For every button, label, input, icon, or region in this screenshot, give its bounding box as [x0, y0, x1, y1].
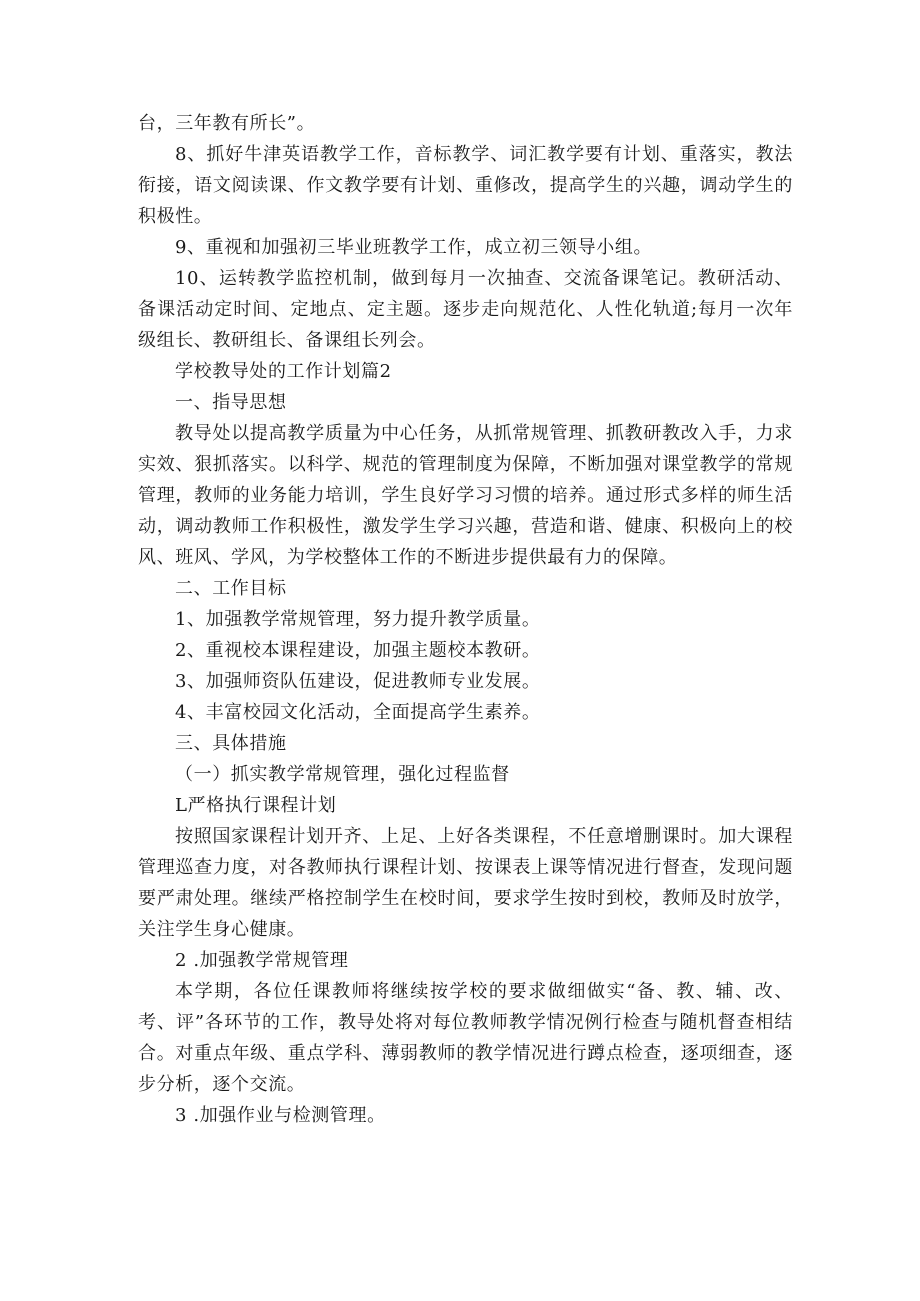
- heading: 一、指导思想: [175, 392, 287, 413]
- paragraph: 本学期，各位任课教师将继续按学校的要求做细做实“备、教、辅、改、考、评”各环节的工作，教导处将对每位教师教学情况例行检查与随机督查相结合。对重点年级、重点学科、薄弱教师的教学情况进行蹲点检查，逐项细查，逐步分析，逐个交流。: [138, 981, 793, 1095]
- paragraph: 台，三年教有所长”。: [138, 113, 316, 134]
- subheading: L严格执行课程计划: [175, 795, 337, 816]
- list-item: 2、重视校本课程建设，加强主题校本教研。: [175, 640, 541, 661]
- heading: 三、具体措施: [175, 733, 287, 754]
- paragraph: 8、抓好牛津英语教学工作，音标教学、词汇教学要有计划、重落实，教法衔接，语文阅读课、作文教学要有计划、重修改，提高学生的兴趣，调动学生的积极性。: [138, 144, 793, 227]
- paragraph: 9、重视和加强初三毕业班教学工作，成立初三领导小组。: [175, 237, 653, 258]
- subheading: 3 .加强作业与检测管理。: [175, 1105, 386, 1126]
- paragraph: 10、运转教学监控机制，做到每月一次抽查、交流备课笔记。教研活动、备课活动定时间、定地点、定主题。逐步走向规范化、人性化轨道;每月一次年级组长、教研组长、备课组长列会。: [138, 268, 793, 351]
- heading: 二、工作目标: [175, 578, 287, 599]
- section-title: 学校教导处的工作计划篇2: [175, 361, 392, 382]
- list-item: 4、丰富校园文化活动，全面提高学生素养。: [175, 702, 541, 723]
- document-body: [138, 108, 793, 1131]
- list-item: 1、加强教学常规管理，努力提升教学质量。: [175, 609, 541, 630]
- subheading: 2 .加强教学常规管理: [175, 950, 349, 971]
- paragraph: 按照国家课程计划开齐、上足、上好各类课程，不任意增删课时。加大课程管理巡查力度，对各教师执行课程计划、按课表上课等情况进行督查，发现问题要严肃处理。继续严格控制学生在校时间，要求学生按时到校，教师及时放学，关注学生身心健康。: [138, 826, 793, 940]
- paragraph: 教导处以提高教学质量为中心任务，从抓常规管理、抓教研教改入手，力求实效、狠抓落实。以科学、规范的管理制度为保障，不断加强对课堂教学的常规管理，教师的业务能力培训，学生良好学习习惯的培养。通过形式多样的师生活动，调动教师工作积极性，激发学生学习兴趣，营造和谐、健康、积极向上的校风、班风、学风，为学校整体工作的不断进步提供最有力的保障。: [138, 423, 793, 568]
- subheading: （一）抓实教学常规管理，强化过程监督: [175, 764, 510, 785]
- list-item: 3、加强师资队伍建设，促进教师专业发展。: [175, 671, 541, 692]
